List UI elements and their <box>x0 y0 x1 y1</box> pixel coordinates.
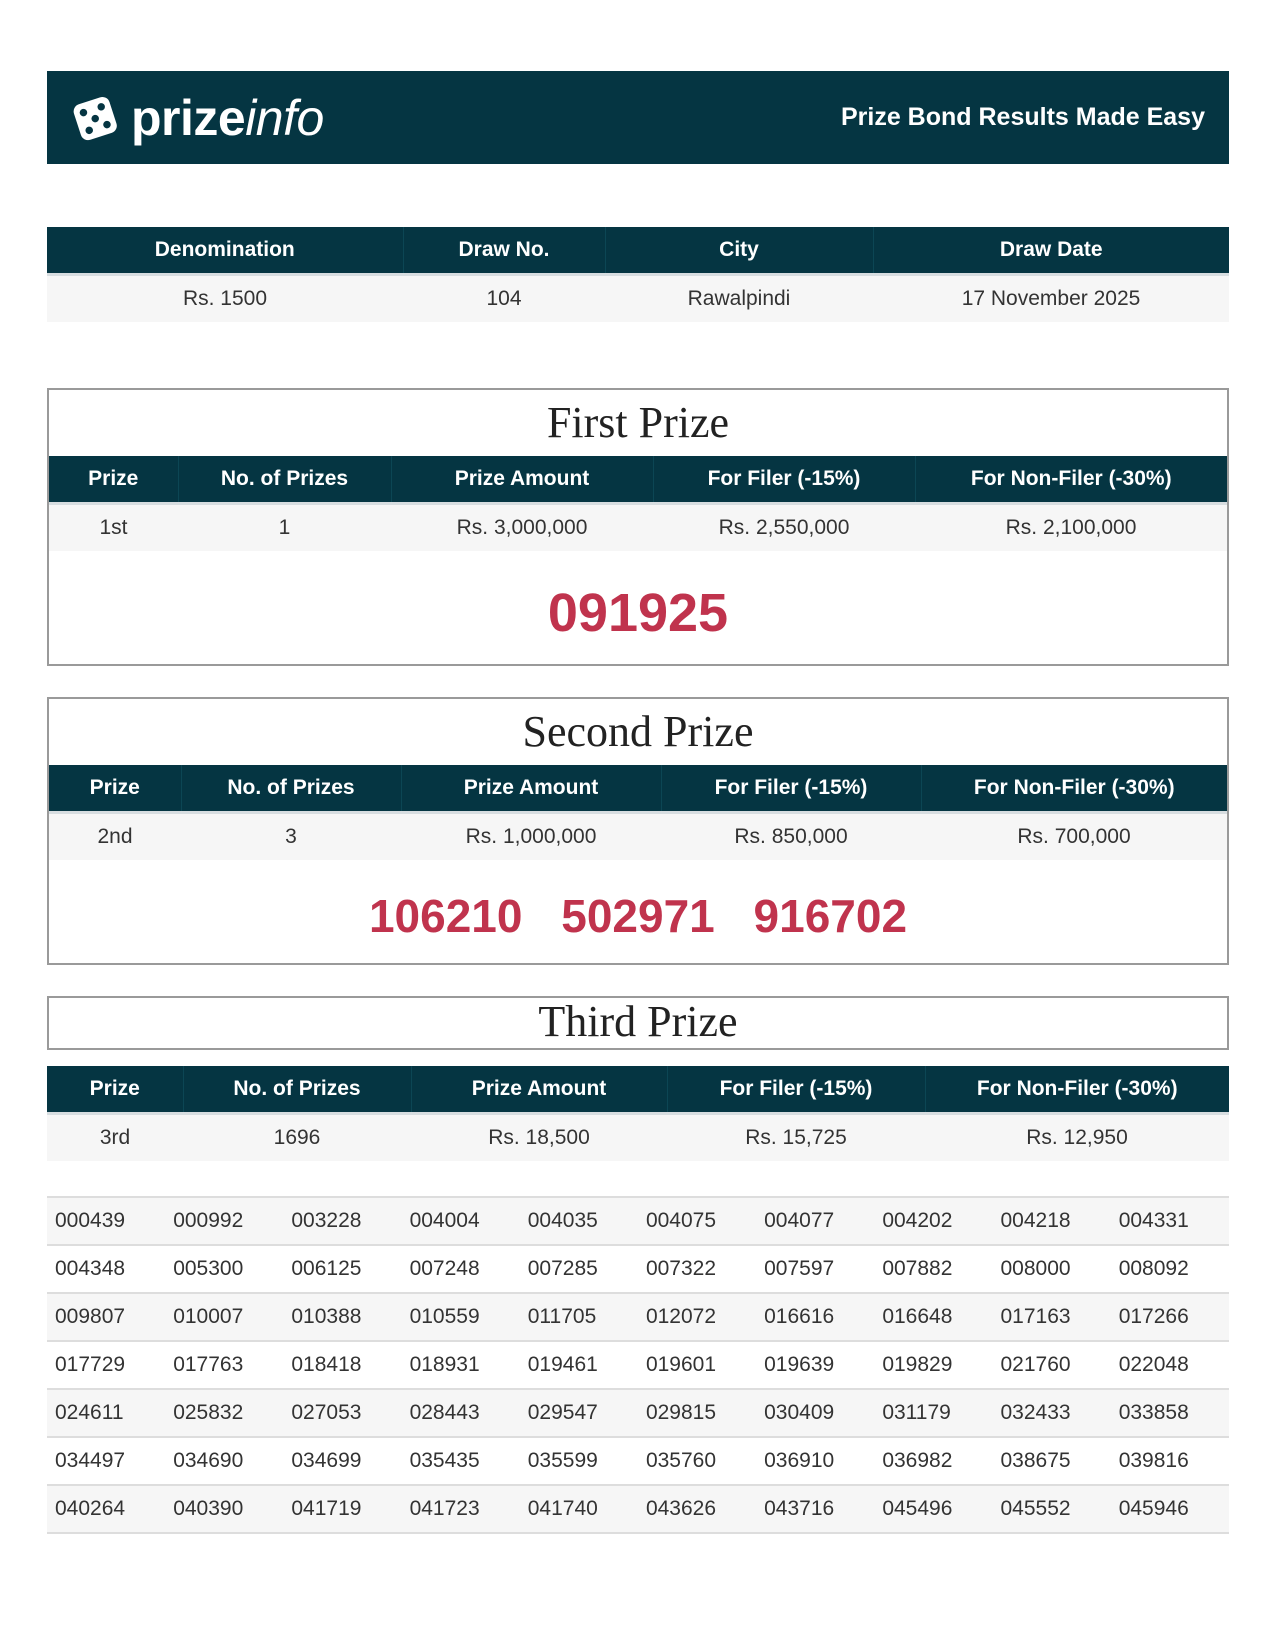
bond-number: 011705 <box>520 1293 638 1341</box>
city-value: Rawalpindi <box>605 275 873 323</box>
draw-info-table <box>47 227 1229 322</box>
non-filer-amount: Rs. 12,950 <box>925 1114 1229 1162</box>
bond-number: 007882 <box>874 1245 992 1293</box>
bond-number: 035435 <box>402 1437 520 1485</box>
bond-number: 004331 <box>1111 1197 1229 1245</box>
bond-number: 041723 <box>402 1485 520 1533</box>
second-prize-section <box>47 697 1229 965</box>
non-filer-amount: Rs. 2,100,000 <box>915 504 1227 552</box>
col-denomination: Denomination <box>47 227 403 275</box>
draw-date-value: 17 November 2025 <box>873 275 1229 323</box>
table-row <box>47 1485 1229 1533</box>
bond-number: 018931 <box>402 1341 520 1389</box>
bond-number: 034690 <box>165 1437 283 1485</box>
col-no-of-prizes: No. of Prizes <box>178 456 391 504</box>
bond-number: 034497 <box>47 1437 165 1485</box>
prize-rank: 2nd <box>49 813 181 861</box>
table-row <box>47 1293 1229 1341</box>
table-row <box>47 1114 1229 1162</box>
bond-number: 016648 <box>874 1293 992 1341</box>
bond-number: 009807 <box>47 1293 165 1341</box>
col-prize-amount: Prize Amount <box>391 456 653 504</box>
prize-amount: Rs. 18,500 <box>411 1114 667 1162</box>
col-prize: Prize <box>47 1066 183 1114</box>
bond-number: 003228 <box>283 1197 401 1245</box>
col-no-of-prizes: No. of Prizes <box>183 1066 411 1114</box>
bond-number: 039816 <box>1111 1437 1229 1485</box>
col-no-of-prizes: No. of Prizes <box>181 765 401 813</box>
bond-number: 004004 <box>402 1197 520 1245</box>
bond-number: 040390 <box>165 1485 283 1533</box>
tagline: Prize Bond Results Made Easy <box>840 103 1205 131</box>
col-non-filer: For Non-Filer (-30%) <box>915 456 1227 504</box>
prize-count: 3 <box>181 813 401 861</box>
bond-number: 036910 <box>756 1437 874 1485</box>
bond-number: 000992 <box>165 1197 283 1245</box>
bond-number: 007597 <box>756 1245 874 1293</box>
bond-number: 019639 <box>756 1341 874 1389</box>
bond-number: 004075 <box>638 1197 756 1245</box>
bond-number: 017266 <box>1111 1293 1229 1341</box>
filer-amount: Rs. 2,550,000 <box>653 504 915 552</box>
bond-number: 019601 <box>638 1341 756 1389</box>
bond-number: 017729 <box>47 1341 165 1389</box>
bond-number: 004077 <box>756 1197 874 1245</box>
draw-no-value: 104 <box>403 275 605 323</box>
prize-rank: 1st <box>49 504 178 552</box>
bond-number: 010007 <box>165 1293 283 1341</box>
third-prize-table <box>47 1066 1229 1161</box>
non-filer-amount: Rs. 700,000 <box>921 813 1227 861</box>
col-draw-date: Draw Date <box>873 227 1229 275</box>
bond-number: 004035 <box>520 1197 638 1245</box>
bond-number: 035599 <box>520 1437 638 1485</box>
winning-number: 106210 <box>368 890 523 942</box>
filer-amount: Rs. 850,000 <box>661 813 921 861</box>
table-row <box>47 1437 1229 1485</box>
logo-bold-text: prize <box>131 89 246 146</box>
col-draw-no: Draw No. <box>403 227 605 275</box>
bond-number: 045552 <box>993 1485 1111 1533</box>
bond-number: 018418 <box>283 1341 401 1389</box>
col-prize: Prize <box>49 765 181 813</box>
bond-number: 034699 <box>283 1437 401 1485</box>
first-prize-table <box>49 456 1227 551</box>
bond-number: 040264 <box>47 1485 165 1533</box>
prize-amount: Rs. 3,000,000 <box>391 504 653 552</box>
second-prize-title: Second Prize <box>522 707 754 756</box>
second-prize-winners <box>49 860 1227 961</box>
bond-number: 041740 <box>520 1485 638 1533</box>
table-row <box>47 1245 1229 1293</box>
bond-number: 025832 <box>165 1389 283 1437</box>
winning-number: 502971 <box>561 890 715 942</box>
bond-number: 004218 <box>993 1197 1111 1245</box>
table-row <box>47 1389 1229 1437</box>
bond-number: 028443 <box>402 1389 520 1437</box>
bond-number: 007285 <box>520 1245 638 1293</box>
winning-number: 091925 <box>547 583 729 643</box>
bond-number: 035760 <box>638 1437 756 1485</box>
bond-number: 008092 <box>1111 1245 1229 1293</box>
bond-number: 024611 <box>47 1389 165 1437</box>
bond-number: 004202 <box>874 1197 992 1245</box>
bond-number: 031179 <box>874 1389 992 1437</box>
bond-number: 022048 <box>1111 1341 1229 1389</box>
bond-number: 043716 <box>756 1485 874 1533</box>
bond-number: 010388 <box>283 1293 401 1341</box>
bond-number: 008000 <box>993 1245 1111 1293</box>
prize-count: 1696 <box>183 1114 411 1162</box>
col-non-filer: For Non-Filer (-30%) <box>925 1066 1229 1114</box>
denomination-value: Rs. 1500 <box>47 275 403 323</box>
bond-number: 012072 <box>638 1293 756 1341</box>
bond-number: 036982 <box>874 1437 992 1485</box>
first-prize-winners <box>49 551 1227 662</box>
col-prize-amount: Prize Amount <box>401 765 661 813</box>
filer-amount: Rs. 15,725 <box>667 1114 925 1162</box>
logo-wordmark <box>131 89 324 146</box>
col-prize-amount: Prize Amount <box>411 1066 667 1114</box>
prize-amount: Rs. 1,000,000 <box>401 813 661 861</box>
first-prize-section <box>47 388 1229 666</box>
col-filer: For Filer (-15%) <box>661 765 921 813</box>
col-non-filer: For Non-Filer (-30%) <box>921 765 1227 813</box>
prize-count: 1 <box>178 504 391 552</box>
bond-number: 041719 <box>283 1485 401 1533</box>
table-row <box>47 1197 1229 1245</box>
bond-number: 004348 <box>47 1245 165 1293</box>
bond-number: 017763 <box>165 1341 283 1389</box>
bond-number: 019829 <box>874 1341 992 1389</box>
bond-number: 029547 <box>520 1389 638 1437</box>
bond-number: 021760 <box>993 1341 1111 1389</box>
col-filer: For Filer (-15%) <box>667 1066 925 1114</box>
bond-number: 016616 <box>756 1293 874 1341</box>
second-prize-table <box>49 765 1227 860</box>
bond-number: 030409 <box>756 1389 874 1437</box>
bond-number: 005300 <box>165 1245 283 1293</box>
third-prize-title: Third Prize <box>47 996 1229 1050</box>
dice-icon <box>69 90 125 146</box>
bond-number: 000439 <box>47 1197 165 1245</box>
logo[interactable] <box>69 90 324 146</box>
bond-number: 032433 <box>993 1389 1111 1437</box>
col-city: City <box>605 227 873 275</box>
table-row <box>49 504 1227 552</box>
bond-number: 006125 <box>283 1245 401 1293</box>
bond-number: 019461 <box>520 1341 638 1389</box>
bond-number: 045496 <box>874 1485 992 1533</box>
bond-number: 007248 <box>402 1245 520 1293</box>
logo-italic-text: info <box>245 89 324 146</box>
first-prize-title: First Prize <box>546 398 730 447</box>
table-row <box>47 275 1229 323</box>
bond-number: 010559 <box>402 1293 520 1341</box>
winning-number: 916702 <box>753 890 908 942</box>
table-row <box>49 813 1227 861</box>
bond-number: 007322 <box>638 1245 756 1293</box>
bond-number: 029815 <box>638 1389 756 1437</box>
site-header <box>47 71 1229 164</box>
third-prize-numbers-table <box>47 1196 1229 1534</box>
bond-number: 038675 <box>993 1437 1111 1485</box>
bond-number: 045946 <box>1111 1485 1229 1533</box>
bond-number: 043626 <box>638 1485 756 1533</box>
bond-number: 027053 <box>283 1389 401 1437</box>
table-row <box>47 1341 1229 1389</box>
bond-number: 033858 <box>1111 1389 1229 1437</box>
col-filer: For Filer (-15%) <box>653 456 915 504</box>
col-prize: Prize <box>49 456 178 504</box>
bond-number: 017163 <box>993 1293 1111 1341</box>
prize-rank: 3rd <box>47 1114 183 1162</box>
